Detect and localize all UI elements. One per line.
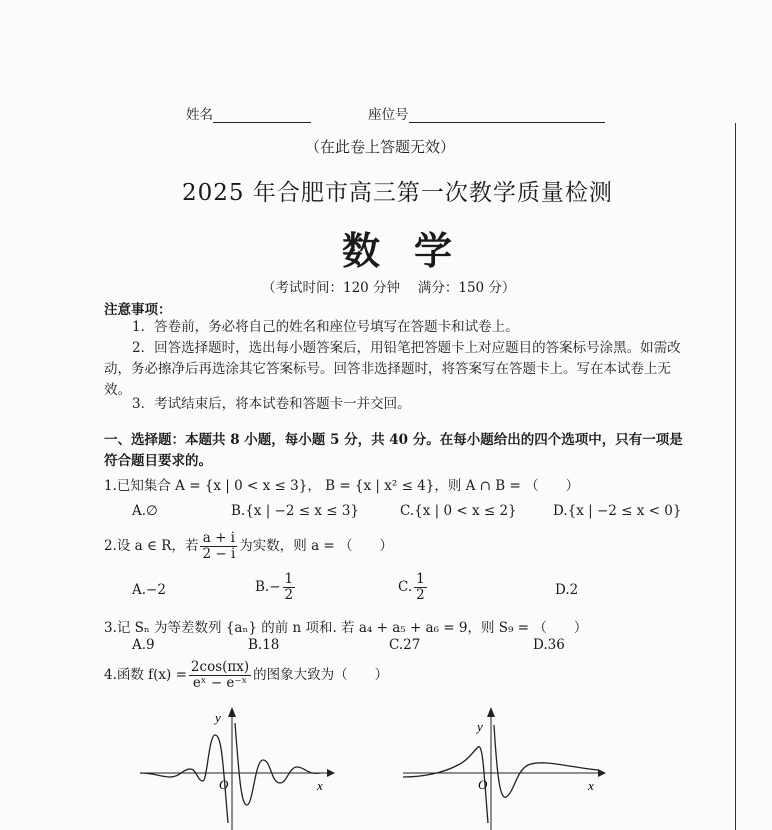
- question-3-option-c: C.27: [389, 637, 421, 653]
- graph-option-b: [398, 705, 608, 830]
- y-axis-arrow-icon: [228, 707, 236, 717]
- question-2-option-d: D.2: [555, 582, 579, 598]
- question-3-option-d: D.36: [533, 637, 565, 653]
- question-4-stem: 4.函数 f(x) = $\frac{2\cos(\pi x)}{\text{eˣ − e⁻ˣ}}$ 的图象大致为（ ）: [104, 659, 389, 691]
- x-axis-arrow-icon: [327, 769, 335, 777]
- curve-a-left: [140, 735, 228, 823]
- question-3-option-b: B.18: [248, 637, 280, 653]
- question-4-fraction: $\frac{2\cos(\pi x)}{\text{eˣ − e⁻ˣ}}$: [190, 659, 250, 691]
- instruction-item: 1．答卷前，务必将自己的姓名和座位号填写在答题卡和试卷上。: [132, 319, 519, 335]
- curve-b-right: [494, 725, 598, 797]
- y-axis-label: y: [477, 719, 483, 734]
- curve-b-left: [403, 747, 488, 823]
- instruction-item: 3．考试结束后，将本试卷和答题卡一并交回。: [132, 396, 411, 412]
- question-2-fraction: $\frac{a + i}{2 - i}$: [202, 530, 236, 562]
- exam-title: 2025 年合肥市高三第一次教学质量检测: [182, 180, 613, 206]
- curve-a-right: [235, 723, 320, 805]
- name-field: 姓名: [186, 103, 311, 123]
- page-margin-line: [735, 123, 736, 830]
- x-axis-arrow-icon: [598, 769, 606, 777]
- question-2-option-a: A.−2: [132, 582, 166, 598]
- instructions-heading: 注意事项：: [104, 302, 172, 318]
- exam-info: （考试时间：120 分钟 满分：150 分）: [262, 280, 516, 296]
- question-1-stem: 1.已知集合 A = {x | 0 < x ≤ 3}， B = {x | x² ≤ 4}，则 A ∩ B = （ ）: [104, 478, 580, 494]
- question-2-option-c: C. $\frac{1}{2}$: [398, 571, 425, 603]
- invalid-notice: （在此卷上答题无效）: [305, 138, 456, 156]
- y-axis-arrow-icon: [487, 707, 495, 717]
- seat-field: 座位号: [368, 103, 605, 123]
- question-1-option-d: D.{x | −2 ≤ x < 0}: [553, 503, 682, 519]
- origin-label: O: [219, 777, 229, 792]
- section-heading: 一、选择题：本题共 8 小题，每小题 5 分，共 40 分。在每小题给出的四个选项中，只有一项是符合题目要求的。: [104, 432, 683, 469]
- question-3-stem: 3.记 Sₙ 为等差数列 {aₙ} 的前 n 项和. 若 a₄ + a₅ + a₆ = 9，则 S₉ = （ ）: [104, 620, 588, 636]
- graph-option-a: [135, 705, 335, 830]
- x-axis-label: x: [588, 778, 594, 793]
- question-3-option-a: A.9: [132, 637, 155, 653]
- y-axis-label: y: [215, 710, 221, 725]
- question-2-stem: 2.设 a ∈ R，若 $\frac{a + i}{2 - i}$ 为实数，则 a = （ ）: [104, 530, 394, 562]
- origin-label: O: [478, 777, 488, 792]
- instruction-item: 2．回答选择题时，选出每小题答案后，用铅笔把答题卡上对应题目的答案标号涂黑。如需改动，务必擦净后再选涂其它答案标号。回答非选择题时，将答案写在答题卡上。写在本试卷上无效。: [104, 340, 681, 398]
- question-1-option-c: C.{x | 0 < x ≤ 2}: [400, 503, 517, 519]
- question-2-option-b: B.− $\frac{1}{2}$: [255, 571, 294, 603]
- question-1-option-b: B.{x | −2 ≤ x ≤ 3}: [231, 503, 360, 519]
- x-axis-label: x: [317, 778, 323, 793]
- subject-title: 数学: [342, 228, 487, 273]
- question-1-option-a: A.∅: [132, 503, 158, 519]
